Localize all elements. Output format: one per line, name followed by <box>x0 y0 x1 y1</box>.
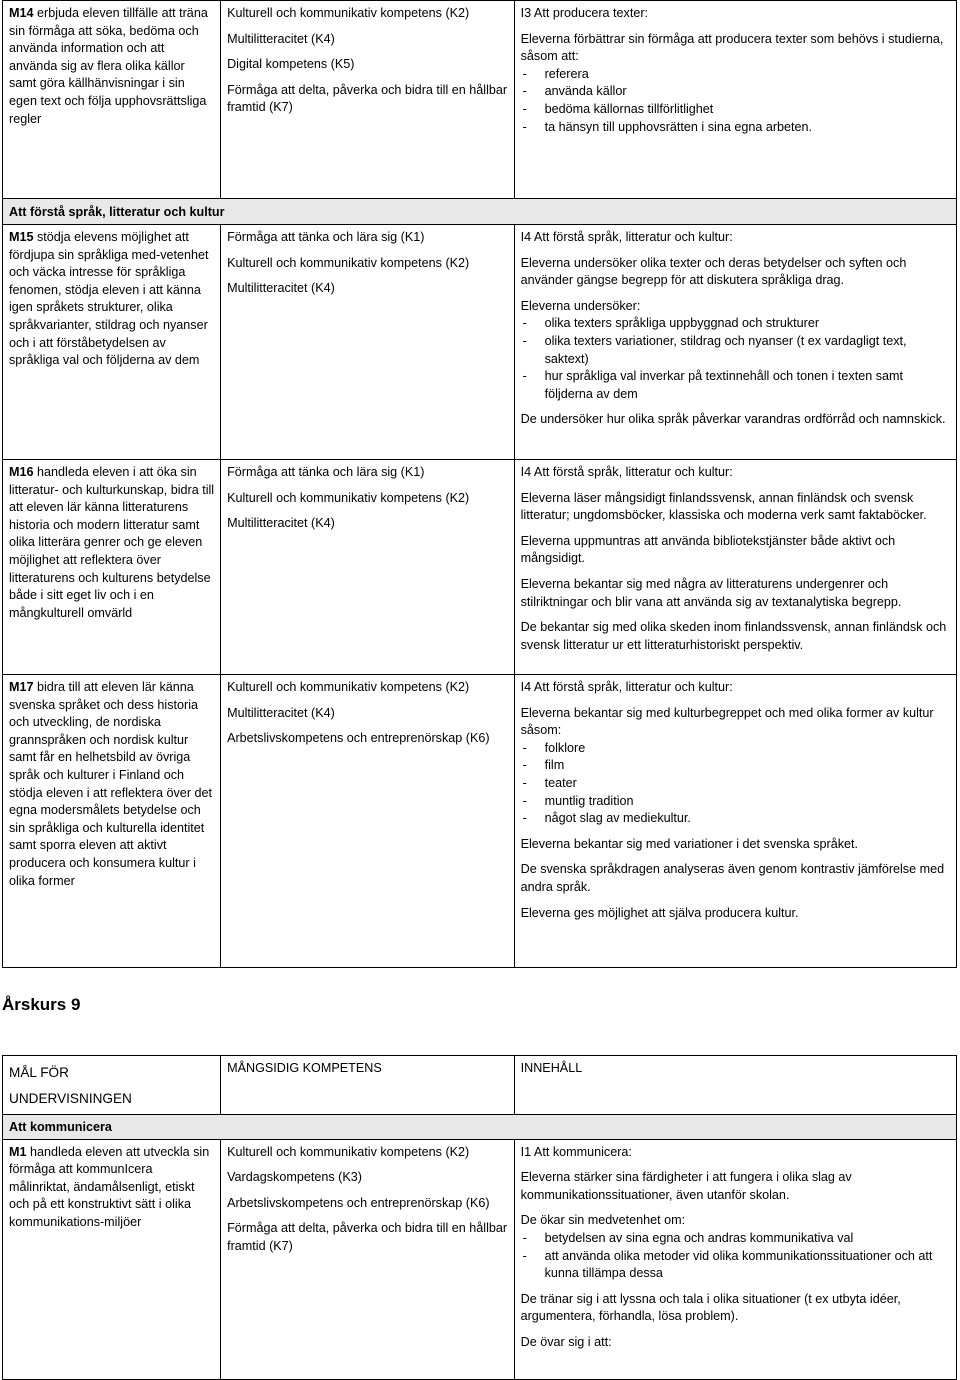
content-paragraph: De svenska språkdragen analyseras även genom kontrastiv jämförelse med andra språk. <box>520 862 945 894</box>
competence-cell <box>221 675 515 968</box>
content-paragraph: Eleverna undersöker olika texter och deras betydelser och syften och använder gängse begrepp för att diskutera språkliga drag. <box>520 255 907 288</box>
content-paragraph: De övar sig i att: <box>520 1334 612 1349</box>
competence-item: Förmåga att delta, påverka och bidra till en hållbar framtid (K7) <box>227 1221 508 1253</box>
content-paragraph: Eleverna ges möjlighet att själva producera kultur. <box>520 905 799 920</box>
content-title: I3 Att producera texter: <box>520 6 649 20</box>
goal-text: handleda eleven i att öka sin litteratur- och kulturkunskap, bidra till att eleven lär känna litteraturens historia och modern litteratur samt olika litterära genrer och ge eleven möjlighet att reflektera över litteraturens och kulturens betydelse både i sitt eget liv och i en mångkulturell omvärld <box>9 465 215 620</box>
content-paragraph: Eleverna bekantar sig med kulturbegreppet och med olika former av kultur såsom: <box>520 705 934 738</box>
content-list <box>521 740 950 828</box>
column-header-goals-line2: UNDERVISNINGEN <box>9 1091 132 1106</box>
goal-row-m14 <box>3 1 957 199</box>
goal-code: M14 <box>9 6 34 20</box>
content-paragraph: De undersöker hur olika språk påverkar varandras ordförråd och namnskick. <box>520 412 946 427</box>
competence-item: Multilitteracitet (K4) <box>227 31 335 46</box>
section-row <box>3 1115 957 1140</box>
year-heading: Årskurs 9 <box>2 995 81 1014</box>
curriculum-table-grade8 <box>2 0 957 968</box>
goal-code: M15 <box>9 230 34 244</box>
competence-item: Förmåga att tänka och lära sig (K1) <box>227 230 425 244</box>
curriculum-table-grade9 <box>2 1055 957 1380</box>
competence-item: Förmåga att tänka och lära sig (K1) <box>227 465 425 479</box>
goal-row-m16 <box>3 460 957 675</box>
list-item: - bedöma källornas tillförlitlighet <box>521 101 950 119</box>
list-item: - att använda olika metoder vid olika kommunikationssituationer och att kunna tillämpa dessa <box>521 1248 950 1283</box>
content-cell <box>514 1139 956 1379</box>
competence-item: Vardagskompetens (K3) <box>227 1170 362 1185</box>
table-header-row <box>3 1056 957 1115</box>
competence-cell <box>221 1 515 199</box>
list-item: - använda källor <box>521 83 950 101</box>
section-heading <box>3 199 957 225</box>
content-list <box>521 1230 950 1283</box>
content-paragraph: Eleverna läser mångsidigt finlandssvensk, annan finländsk och svensk litteratur; ungdomsböcker, klassiska och moderna verk samt faktaböcker. <box>520 490 927 523</box>
list-item: - folklore <box>521 740 950 758</box>
competence-item: Kulturell och kommunikativ kompetens (K2) <box>227 1144 470 1159</box>
list-item: - betydelsen av sina egna och andras kommunikativa val <box>521 1230 950 1248</box>
section-heading-text: Att förstå språk, litteratur och kultur <box>9 205 225 219</box>
competence-item: Kulturell och kommunikativ kompetens (K2) <box>227 490 470 505</box>
content-paragraph: Eleverna uppmuntras att använda bibliotekstjänster både aktivt och mångsidigt. <box>520 533 896 566</box>
content-title: I4 Att förstå språk, litteratur och kultur: <box>520 680 733 694</box>
section-row <box>3 199 957 225</box>
section-heading <box>3 1115 957 1140</box>
competence-item: Kulturell och kommunikativ kompetens (K2) <box>227 680 470 694</box>
competence-item: Kulturell och kommunikativ kompetens (K2) <box>227 255 470 270</box>
list-item: - film <box>521 757 950 775</box>
goal-row-m1 <box>3 1139 957 1379</box>
competence-item: Multilitteracitet (K4) <box>227 705 335 720</box>
content-paragraph: De bekantar sig med olika skeden inom finlandssvensk, annan finländsk och svensk litteratur ur ett litteraturhistoriskt perspektiv. <box>520 620 947 652</box>
goal-row-m17 <box>3 675 957 968</box>
content-paragraph: Eleverna bekantar sig med variationer i det svenska språket. <box>520 836 859 851</box>
goal-text: handleda eleven att utveckla sin förmåga att kommunIcera målinriktat, ändamålsenligt, etiskt och på ett konstruktivt sätt i olika kommunikations-miljöer <box>9 1144 210 1229</box>
column-header-content <box>514 1056 956 1115</box>
list-item: - olika texters variationer, stildrag och nyanser (t ex vardagligt text, saktext) <box>521 333 950 368</box>
goal-text: stödja elevens möjlighet att fördjupa sin språkliga med-vetenhet och väcka intresse för språkliga fenomen, stödja eleven i att känna igen språkets strukturer, olika språkvarianter, stildrag och nyanser och i att förståbetydelsen av språkliga val och följderna av dem <box>9 230 209 368</box>
column-header-goals <box>3 1056 221 1115</box>
column-header-content-text: INNEHÅLL <box>520 1061 583 1075</box>
goal-text: erbjuda eleven tillfälle att träna sin förmåga att söka, bedöma och använda information och att använda sig av flera olika källor samt göra källhänvisningar i sin egen text och följa upphovsrättsliga regler <box>9 6 208 126</box>
goal-cell <box>3 1 221 199</box>
section-heading-text: Att kommunicera <box>9 1120 112 1134</box>
content-list <box>521 315 950 403</box>
list-item: - olika texters språkliga uppbyggnad och strukturer <box>521 315 950 333</box>
list-item: - muntlig tradition <box>521 793 950 811</box>
competence-item: Multilitteracitet (K4) <box>227 281 335 296</box>
content-paragraph: Eleverna stärker sina färdigheter i att fungera i olika slag av kommunikationssituationer, även utanför skolan. <box>520 1170 852 1202</box>
column-header-competence <box>221 1056 515 1115</box>
competence-cell <box>221 225 515 460</box>
content-paragraph: Eleverna undersöker: <box>520 298 641 313</box>
goal-code: M16 <box>9 465 34 479</box>
list-item: - referera <box>521 66 950 84</box>
content-paragraph: Eleverna förbättrar sin förmåga att producera texter som behövs i studierna, såsom att: <box>520 31 944 64</box>
competence-item: Arbetslivskompetens och entreprenörskap (K6) <box>227 1195 490 1210</box>
goal-row-m15 <box>3 225 957 460</box>
competence-item: Digital kompetens (K5) <box>227 57 355 72</box>
content-list <box>521 66 950 136</box>
content-title: I4 Att förstå språk, litteratur och kultur: <box>520 230 733 244</box>
goal-cell <box>3 225 221 460</box>
goal-text: bidra till att eleven lär känna svenska språket och dess historia och utveckling, de nordiska grannspråken och nordisk kultur samt får en helhetsbild av övriga språk och kulturer i Finland och stödja eleven i att reflektera över det egna modersmålets betydelse och sin språkliga och kulturella identitet samt sporra eleven att aktivt producera och konsumera kultur i olika former <box>9 680 213 888</box>
content-title: I4 Att förstå språk, litteratur och kultur: <box>520 465 733 479</box>
content-paragraph: Eleverna bekantar sig med några av litteraturens undergenrer och stilriktningar och blir vana att använda sig av textanalytiska begrepp. <box>520 576 902 609</box>
content-title: I1 Att kommunicera: <box>520 1144 632 1159</box>
content-paragraph: De ökar sin medvetenhet om: <box>520 1213 686 1228</box>
list-item: - ta hänsyn till upphovsrätten i sina egna arbeten. <box>521 119 950 137</box>
list-item: - teater <box>521 775 950 793</box>
competence-item: Kulturell och kommunikativ kompetens (K2) <box>227 6 470 20</box>
list-item: - något slag av mediekultur. <box>521 810 950 828</box>
column-header-goals-line1: MÅL FÖR <box>9 1065 69 1080</box>
competence-cell <box>221 460 515 675</box>
content-cell <box>514 675 956 968</box>
competence-item: Förmåga att delta, påverka och bidra till en hållbar framtid (K7) <box>227 82 508 115</box>
competence-cell <box>221 1139 515 1379</box>
column-header-competence-text: MÅNGSIDIG KOMPETENS <box>227 1061 382 1075</box>
content-cell <box>514 225 956 460</box>
goal-cell <box>3 675 221 968</box>
content-cell <box>514 1 956 199</box>
goal-code: M1 <box>9 1144 27 1159</box>
competence-item: Arbetslivskompetens och entreprenörskap (K6) <box>227 731 490 746</box>
competence-item: Multilitteracitet (K4) <box>227 516 335 531</box>
goal-cell <box>3 1139 221 1379</box>
goal-code: M17 <box>9 680 34 694</box>
content-paragraph: De tränar sig i att lyssna och tala i olika situationer (t ex utbyta idéer, argumentera, förhandla, lösa problem). <box>520 1291 901 1324</box>
list-item: - hur språkliga val inverkar på textinnehåll och tonen i texten samt följderna av dem <box>521 368 950 403</box>
goal-cell <box>3 460 221 675</box>
content-cell <box>514 460 956 675</box>
